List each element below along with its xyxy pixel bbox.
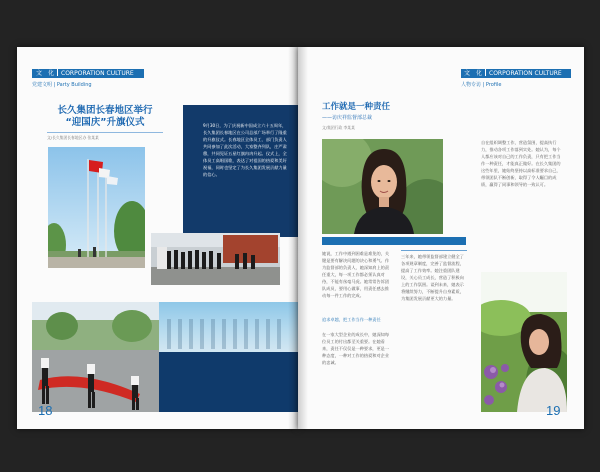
byline: 文/长久集团长春地区办 张某某: [47, 135, 99, 140]
dark-blue-block: [159, 352, 298, 412]
dark-panel-text: 9月30日，为了庆祝新中国成立六十五周年，长久集团长春地区在公司总部广场举行了隆重的升旗仪式。长春地区全体员工、部门负责人共同参加了此次活动，大家整齐列队，庄严肃穆，共同见证五星红旗冉冉升起。仪式上，全体员工高唱国歌，表达了对祖国的热爱和美好祝福，同时也坚定了为长久集团发展贡献力量的信心。: [203, 123, 287, 177]
article-title-line2: “迎国庆”升旗仪式: [65, 117, 145, 128]
flagpole-photo: [48, 147, 145, 268]
body-text-col2: 三年来，她带领监督部建立健全了各项规章制度，完善了监督流程，提高了工作效率。她注重团队建设，关心员工成长，营造了积极向上的工作氛围。谈到未来，她表示将继续努力，不断提升自身素质，为集团发展贡献更大的力量。: [401, 254, 464, 301]
section-cn: 文 化: [464, 70, 483, 77]
section-band-left: [32, 69, 144, 78]
body-text-mid: 她说，工作中遇到困难是难免的，关键是要有解决问题的决心和勇气。作为监督部的负责人，她深知肩上的责任重大，每一项工作都必须认真对待，不能有丝毫马虎。她常常告诉团队成员，要用心做事，用责任感去推动每一件工作的完成。: [322, 251, 390, 298]
section-en: CORPORATION CULTURE: [61, 70, 134, 77]
right-page: [298, 47, 584, 429]
crowd-photo: [151, 233, 280, 285]
article-title: 工作就是一种责任: [322, 102, 391, 112]
section-band-right: [461, 69, 571, 78]
body-text-top: 自在组织调整工作，营造氛围，提高执行力，推动各项工作落到实处。她认为，每个人都应该对自己的工作负责，只有把工作当作一种责任，才能真正做好。在长久集团的这些年里，她始终坚持以高标准要求自己，带领团队不断创新，取得了令人瞩目的成绩，赢得了同事和领导的一致认可。: [481, 140, 561, 187]
section-cn: 文 化: [36, 70, 55, 77]
title-rule: [47, 132, 163, 133]
article-title-line1: 长久集团长春地区举行: [57, 105, 153, 116]
blue-divider-bar: [322, 237, 466, 245]
page-number-left: 18: [38, 403, 53, 418]
faded-photo-shapes: [167, 319, 287, 349]
highlight-text: 追求卓越，把工作当作一种责任: [322, 317, 381, 322]
body-text-bottom: 在一家大型企业的成长中，她深知每位员工的付出都至关重要。在她看来，责任不仅仅是一种要求，更是一种态度，一种对工作的热爱和对企业的忠诚。: [322, 332, 390, 365]
column-rule: [401, 250, 467, 251]
byline: 文/集团行政 李某某: [322, 125, 355, 130]
subsection-label: 党建文明 | Party Building: [32, 82, 92, 88]
subsection-label: 人物专访 | Profile: [461, 82, 502, 88]
section-en: CORPORATION CULTURE: [489, 70, 562, 77]
portrait-photo: [322, 139, 443, 234]
flower-portrait-photo: [481, 272, 567, 412]
flag-ceremony-photo: [32, 302, 159, 412]
left-page: [17, 47, 298, 429]
page-number-right: 19: [546, 403, 561, 418]
article-subtitle: ——访庆祥监督部总裁: [322, 115, 373, 121]
